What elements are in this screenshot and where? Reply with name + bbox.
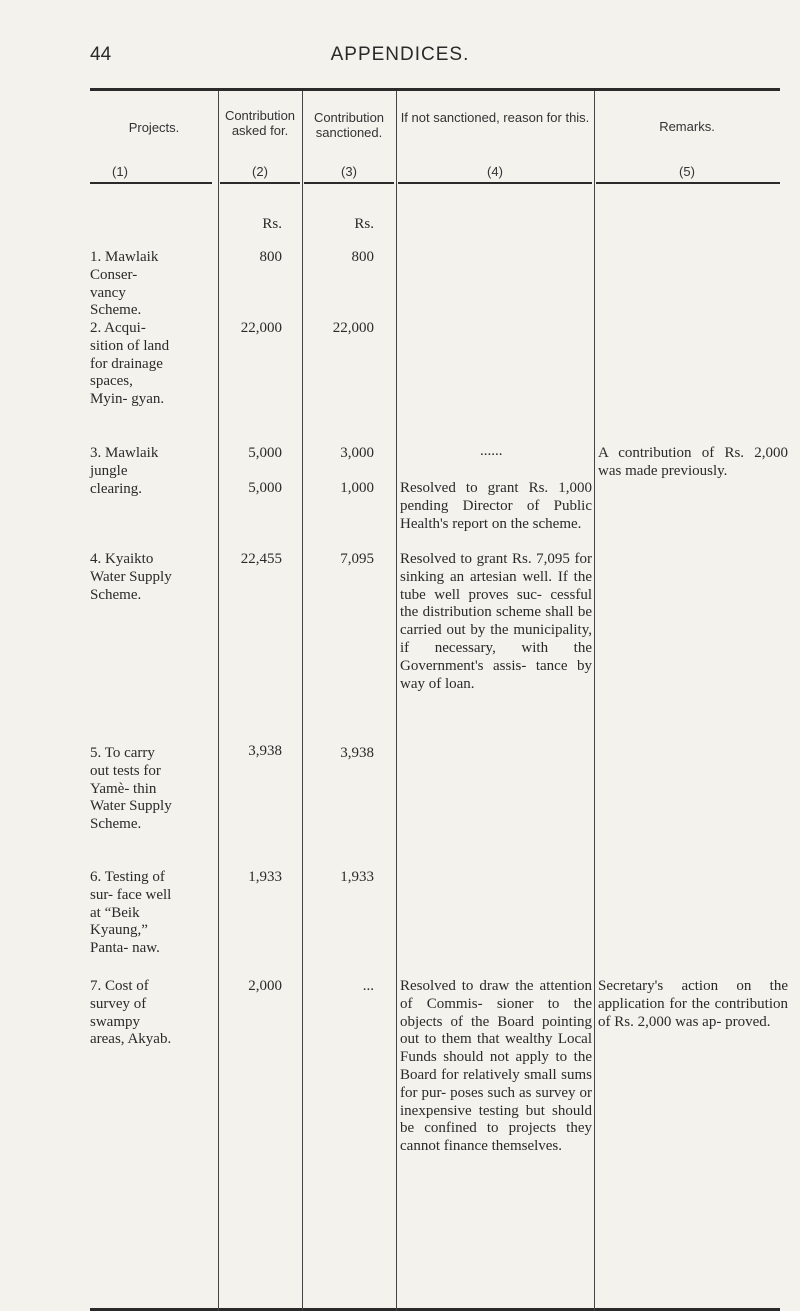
- row-6-asked: 1,933: [248, 869, 282, 885]
- row-6-sanctioned: 1,933: [340, 869, 374, 885]
- column-divider: [396, 91, 397, 1311]
- running-head: APPENDICES.: [330, 44, 470, 65]
- row-7-asked: 2,000: [248, 978, 282, 994]
- row-3-reason: ......: [480, 443, 503, 459]
- col-number-1: (1): [112, 164, 128, 179]
- row-3-project: 3. Mawlaik jungle clearing.: [90, 445, 159, 497]
- column-divider: [302, 91, 303, 1311]
- row-5-project: 5. To carry out tests for Yamè- thin Water Supply Scheme.: [90, 745, 172, 833]
- page-number: 44: [90, 44, 112, 65]
- row-3-asked: 5,000: [248, 445, 282, 461]
- header-rule: [220, 182, 300, 184]
- row-5-asked: 3,938: [248, 743, 282, 759]
- col-number-5: (5): [679, 164, 695, 179]
- header-rule: [398, 182, 592, 184]
- contributions-table: [90, 88, 788, 1310]
- col-header-asked: Contribution asked for.: [224, 108, 296, 138]
- header-rule: [90, 182, 212, 184]
- row-3b-asked: 5,000: [248, 480, 282, 496]
- currency-sanctioned: Rs.: [354, 216, 374, 232]
- row-2-project: 2. Acqui- sition of land for drainage spaces, Myin- gyan.: [90, 320, 170, 408]
- row-7-sanctioned: ...: [362, 978, 374, 994]
- row-4-project: 4. Kyaikto Water Supply Scheme.: [90, 551, 172, 603]
- row-1-project: 1. Mawlaik Conser- vancy Scheme.: [90, 249, 159, 319]
- row-7-project: 7. Cost of survey of swampy areas, Akyab.: [90, 978, 172, 1048]
- col-header-reason: If not sanctioned, reason for this.: [400, 110, 590, 125]
- row-1-asked: 800: [259, 249, 282, 265]
- table-top-rule: [90, 88, 780, 91]
- row-3b-reason: Resolved to grant Rs. 1,000 pending Director of Public Health's report on the scheme.: [400, 480, 592, 532]
- row-1-sanctioned: 800: [351, 249, 374, 265]
- row-5-sanctioned: 3,938: [340, 745, 374, 761]
- col-number-4: (4): [487, 164, 503, 179]
- header-rule: [596, 182, 780, 184]
- row-2-asked: 22,000: [240, 320, 282, 336]
- row-7-reason: Resolved to draw the attention of Commis- sioner to the objects of the Board pointing out to them that wealthy Local Funds should not apply to the Board for relatively small sums for pur- poses such as survey or inexpensive testing but should be confined to projects they cannot finance themselves.: [400, 978, 592, 1155]
- row-4-reason: Resolved to grant Rs. 7,095 for sinking an artesian well. If the tube well proves suc- cessful the distribution scheme shall be carried out by the municipality, if necessary, with the Government's assis- tance by way of loan.: [400, 551, 592, 692]
- row-3-remark: A contribution of Rs. 2,000 was made previously.: [598, 445, 788, 479]
- currency-asked: Rs.: [262, 216, 282, 232]
- col-number-3: (3): [341, 164, 357, 179]
- row-2-sanctioned: 22,000: [332, 320, 374, 336]
- page-header: [0, 44, 800, 74]
- row-7-remark: Secretary's action on the application for the contribution of Rs. 2,000 was ap- proved.: [598, 978, 788, 1030]
- column-divider: [218, 91, 219, 1311]
- row-4-asked: 22,455: [240, 551, 282, 567]
- col-header-projects: Projects.: [128, 120, 180, 135]
- row-3-sanctioned: 3,000: [340, 445, 374, 461]
- row-3b-sanctioned: 1,000: [340, 480, 374, 496]
- col-header-sanctioned: Contribution sanctioned.: [313, 110, 385, 140]
- col-number-2: (2): [252, 164, 268, 179]
- row-4-sanctioned: 7,095: [340, 551, 374, 567]
- column-divider: [594, 91, 595, 1311]
- header-rule: [304, 182, 394, 184]
- row-6-project: 6. Testing of sur- face well at “Beik Kyaung,” Panta- naw.: [90, 869, 172, 957]
- col-header-remarks: Remarks.: [659, 119, 715, 134]
